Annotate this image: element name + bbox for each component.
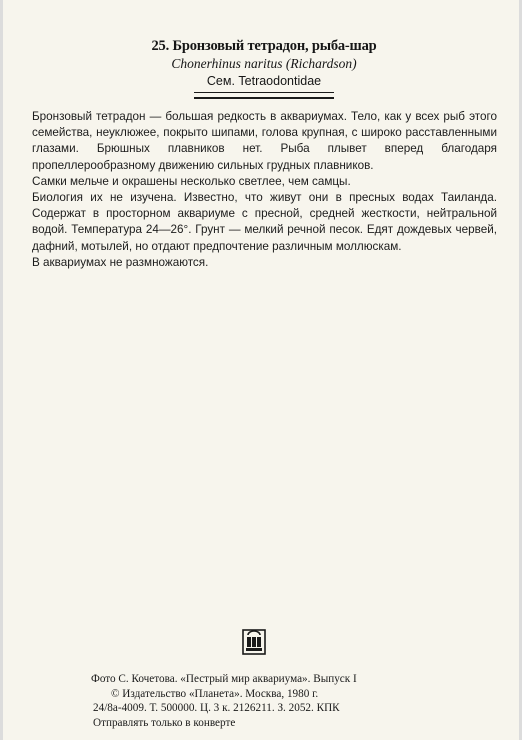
header-divider-thin — [194, 92, 334, 93]
species-title: 25. Бронзовый тетрадон, рыба-шар — [151, 38, 377, 54]
imprint-line: 24/8а-4009. Т. 500000. Ц. 3 к. 2126211. З. 2052. КПК — [93, 702, 340, 714]
latin-name: Chonerhinus naritus (Richardson) — [171, 56, 357, 71]
description-paragraph: Биология их не изучена. Известно, что живут они в пресных водах Таиланда. Содержат в просторном аквариуме с пресной, средней жесткости, нейтральной водой. Температура 24—26°. Грунт — мелкий речной песок. Едят дождевых червей, дафний, мотылей, но отдают предпочтение различным моллюскам. — [32, 191, 497, 253]
description — [32, 109, 497, 271]
description-paragraph: Самки мельче и окрашены несколько светлее, чем самцы. — [32, 174, 351, 188]
publisher-logo-icon — [242, 629, 266, 655]
description-paragraph: В аквариумах не размножаются. — [32, 255, 209, 269]
family-name: Сем. Tetraodontidae — [206, 74, 322, 88]
header — [3, 37, 522, 90]
imprint-line: © Издательство «Планета». Москва, 1980 г. — [111, 687, 319, 700]
imprint — [3, 672, 522, 730]
description-paragraph: Бронзовый тетрадон — большая редкость в аквариумах. Тело, как у всех рыб этого семейства, неуклюжее, покрыто шипами, голова крупная, с широко расставленными глазами. Брюшных плавников нет. Рыба плывет вперед благодаря пропеллерообразному движению сильных грудных плавников. — [32, 110, 497, 172]
header-divider-thick — [194, 97, 334, 99]
imprint-line: Отправлять только в конверте — [93, 716, 236, 729]
imprint-line: Фото С. Кочетова. «Пестрый мир аквариума». Выпуск I — [91, 673, 357, 685]
